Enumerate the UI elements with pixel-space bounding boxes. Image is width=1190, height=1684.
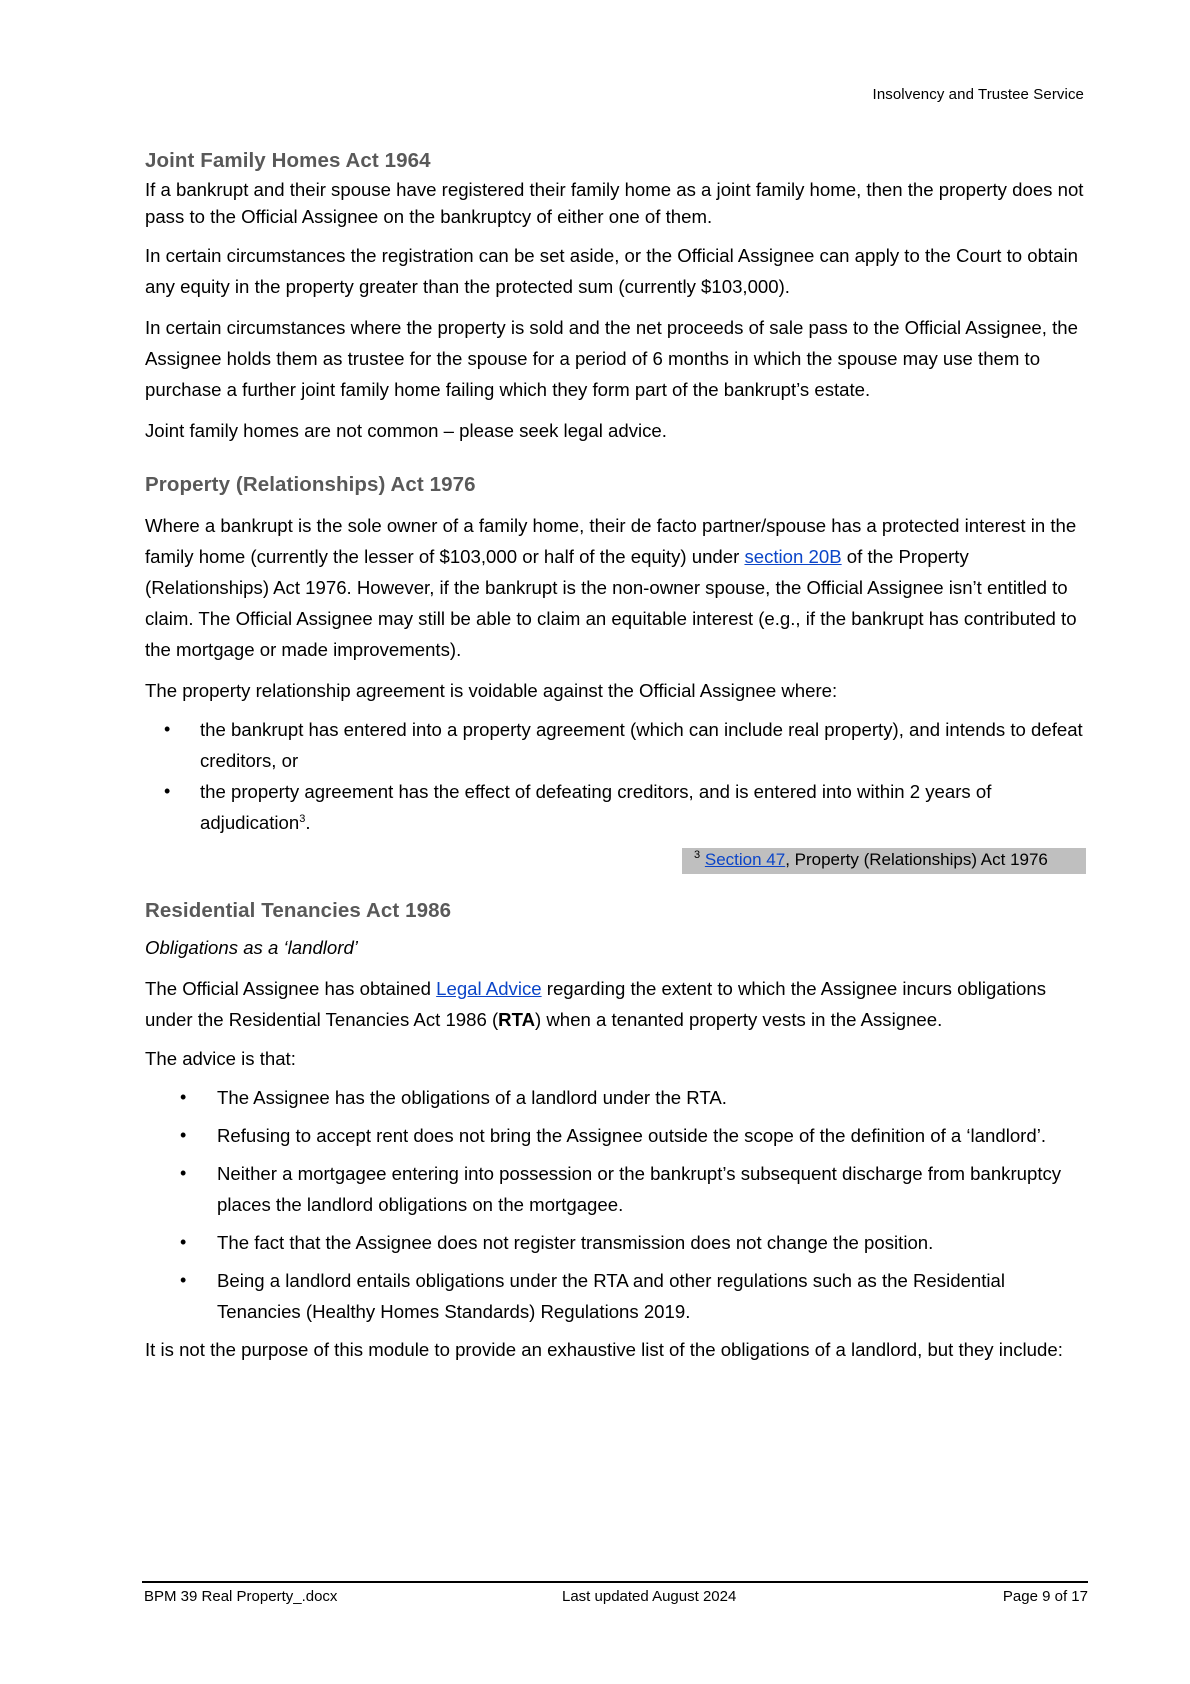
section-heading-property-relationships: Property (Relationships) Act 1976	[145, 473, 476, 496]
subheading: Obligations as a ‘landlord’	[145, 937, 358, 958]
paragraph: It is not the purpose of this module to provide an exhaustive list of the obligations of a landlord, but they include:	[145, 1339, 1063, 1360]
bullet-icon: •	[180, 1125, 187, 1145]
bullet-icon: •	[164, 719, 171, 739]
list-item-text: the bankrupt has entered into a property agreement (which can include real property), and intends to defeat creditors, or	[200, 719, 1083, 771]
bullet-icon: •	[164, 781, 171, 801]
list-item-text: .	[305, 812, 311, 833]
page-header-title: Insolvency and Trustee Service	[872, 86, 1084, 103]
paragraph-text: The Official Assignee has obtained	[145, 978, 437, 999]
footnote-reference: 3	[299, 813, 306, 825]
section-heading-residential-tenancies: Residential Tenancies Act 1986	[145, 899, 452, 922]
paragraph-text: ) when a tenanted property vests in the Assignee.	[535, 1009, 943, 1030]
bullet-icon: •	[180, 1087, 187, 1107]
legal-advice-link[interactable]: Legal Advice	[436, 978, 542, 999]
list-item-text: the property agreement has the effect of defeating creditors, and is entered into within 2 years of adjudication	[200, 781, 992, 833]
list-item-text: The Assignee has the obligations of a landlord under the RTA.	[217, 1087, 727, 1108]
paragraph: If a bankrupt and their spouse have registered their family home as a joint family home, then the property does not pass to the Official Assignee on the bankruptcy of either one of them.	[145, 179, 1084, 227]
list-item-text: Being a landlord entails obligations under the RTA and other regulations such as the Residential Tenancies (Healthy Homes Standards) Regulations 2019.	[217, 1270, 1005, 1322]
list-item-text: Neither a mortgagee entering into possession or the bankrupt’s subsequent discharge from bankruptcy places the landlord obligations on the mortgagee.	[217, 1163, 1062, 1215]
list-item	[145, 1158, 1090, 1220]
paragraph	[145, 510, 1090, 665]
document-body	[145, 146, 1090, 1365]
page-footer	[142, 1581, 1088, 1612]
footnote-box	[682, 848, 1086, 874]
bullet-icon: •	[180, 1232, 187, 1252]
list-item	[145, 1227, 1090, 1258]
section-20b-link[interactable]: section 20B	[744, 546, 842, 567]
list-item	[145, 776, 1090, 838]
paragraph: In certain circumstances where the property is sold and the net proceeds of sale pass to the Official Assignee, the Assignee holds them as trustee for the spouse for a period of 6 months in which the spouse may use them to purchase a further joint family home failing which they form part of the bankrupt’s estate.	[145, 317, 1078, 400]
bullet-list	[145, 1082, 1090, 1327]
paragraph-text: of the Property (Relationships) Act 1976. However, if the bankrupt is the non-owner spouse, the Official Assignee isn’t entitled to claim. The Official Assignee may still be able to claim an equitable interest (e.g., if the bankrupt has contributed to the mortgage or made improvements).	[145, 546, 1077, 660]
list-item-text: The fact that the Assignee does not register transmission does not change the position.	[217, 1232, 934, 1253]
paragraph: The advice is that:	[145, 1048, 296, 1069]
list-item	[145, 1082, 1090, 1113]
paragraph-text-bold: RTA	[498, 1009, 536, 1030]
section-47-link[interactable]: Section 47	[704, 850, 786, 869]
list-item-text: Refusing to accept rent does not bring the Assignee outside the scope of the definition of a ‘landlord’.	[217, 1125, 1047, 1146]
paragraph: In certain circumstances the registration can be set aside, or the Official Assignee can apply to the Court to obtain any equity in the property greater than the protected sum (currently $103,000).	[145, 245, 1078, 297]
list-item	[145, 714, 1090, 776]
list-item	[145, 1265, 1090, 1327]
paragraph: The property relationship agreement is voidable against the Official Assignee where:	[145, 680, 838, 701]
bullet-icon: •	[180, 1163, 187, 1183]
footnote-text: , Property (Relationships) Act 1976	[785, 850, 1048, 869]
paragraph: Joint family homes are not common – please seek legal advice.	[145, 420, 667, 441]
paragraph-text: Where a bankrupt is the sole owner of a family home, their de facto partner/spouse has a protected interest in the family home (currently the lesser of $103,000 or half of the equity) under	[145, 515, 1077, 567]
footer-page-number: Page 9 of 17	[1002, 1588, 1088, 1605]
footnote-number: 3	[694, 849, 701, 861]
list-item	[145, 1120, 1090, 1151]
paragraph	[145, 973, 1090, 1035]
bullet-icon: •	[180, 1270, 187, 1290]
paragraph-text: regarding the extent to which the Assignee incurs obligations under the Residential Tenancies Act 1986 (	[145, 978, 1047, 1030]
bullet-list	[145, 714, 1090, 838]
section-heading-joint-family-homes: Joint Family Homes Act 1964	[145, 149, 431, 172]
footer-last-updated: Last updated August 2024	[562, 1588, 737, 1605]
footer-filename: BPM 39 Real Property_.docx	[144, 1588, 338, 1605]
